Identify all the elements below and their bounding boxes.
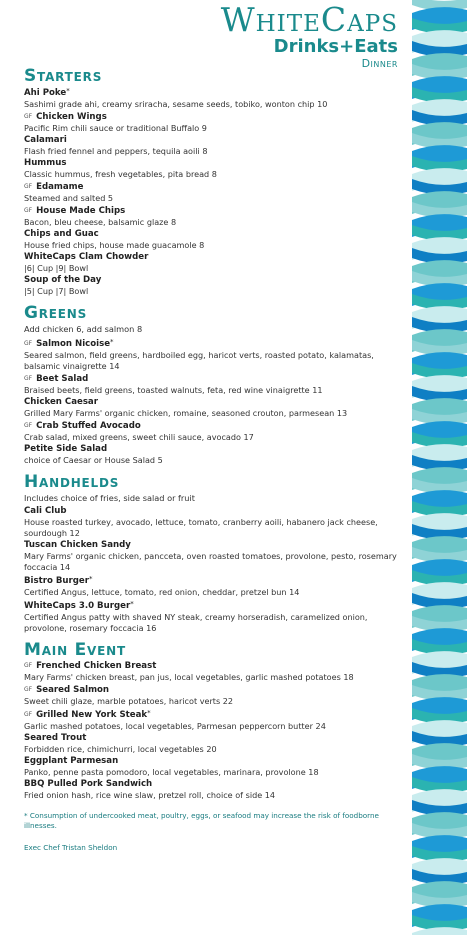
restaurant-logo: WhiteCaps — [220, 0, 398, 39]
asterisk-mark: * — [147, 709, 151, 717]
menu-item — [24, 337, 400, 372]
menu-item-name: Grilled New York Steak — [36, 710, 148, 720]
chef-credit: Exec Chef Tristan Sheldon — [24, 843, 118, 852]
menu-item-description: Mary Farms' organic chicken, pancceta, oven roasted tomatoes, provolone, pesto, rosemary foccacia 14 — [24, 551, 397, 572]
menu-item — [24, 135, 400, 157]
menu-item-description: Classic hummus, fresh vegetables, pita bread 8 — [24, 169, 217, 179]
menu-item-name: House Made Chips — [36, 206, 126, 216]
menu-item — [24, 574, 400, 598]
menu-item — [24, 229, 400, 251]
menu-item-title — [24, 660, 400, 672]
menu-section — [24, 640, 400, 801]
menu-item-title — [24, 275, 400, 286]
disclaimer-note: * Consumption of undercooked meat, poultry, eggs, or seafood may increase the risk of foodborne illnesses. — [24, 811, 379, 830]
menu-item-description: Crab salad, mixed greens, sweet chili sauce, avocado 17 — [24, 432, 254, 442]
menu-item-name: Tuscan Chicken Sandy — [24, 540, 131, 550]
menu-item — [24, 158, 400, 180]
menu-item — [24, 733, 400, 755]
menu-item-title — [24, 205, 400, 217]
menu-item — [24, 708, 400, 732]
menu-item — [24, 540, 400, 573]
menu-item-name: Salmon Nicoise — [36, 339, 111, 349]
menu-item-name: Hummus — [24, 158, 67, 168]
menu-item — [24, 444, 400, 466]
menu-item-title — [24, 599, 400, 612]
menu-item-description: Mary Farms' chicken breast, pan jus, local vegetables, garlic mashed potatoes 18 — [24, 672, 354, 682]
menu-item-name: Beet Salad — [36, 374, 89, 384]
wave-pattern-border — [412, 0, 467, 935]
menu-item-description: Bacon, bleu cheese, balsamic glaze 8 — [24, 217, 177, 227]
menu-item-description: |5| Cup |7| Bowl — [24, 286, 89, 296]
gluten-free-mark: GF — [24, 686, 33, 693]
menu-item-name: BBQ Pulled Pork Sandwich — [24, 779, 153, 789]
brand-header — [221, 2, 398, 70]
menu-item-description: Garlic mashed potatoes, local vegetables, Parmesan peppercorn butter 24 — [24, 721, 326, 731]
gluten-free-mark: GF — [24, 662, 33, 669]
menu-item-name: WhiteCaps 3.0 Burger — [24, 601, 131, 611]
menu-item-title — [24, 684, 400, 696]
section-note: Add chicken 6, add salmon 8 — [24, 324, 143, 334]
asterisk-mark: * — [66, 87, 70, 95]
menu-item-name: Chips and Guac — [24, 229, 99, 239]
menu-item-description: Sweet chili glaze, marble potatoes, haricot verts 22 — [24, 696, 234, 706]
menu-item-name: Soup of the Day — [24, 275, 102, 285]
menu-item — [24, 660, 400, 683]
menu-item-name: Eggplant Parmesan — [24, 756, 119, 766]
menu-item-title — [24, 756, 400, 767]
menu-item-title — [24, 708, 400, 721]
menu-item-name: Frenched Chicken Breast — [36, 661, 157, 671]
section-title: Starters — [24, 66, 103, 86]
menu-item — [24, 86, 400, 110]
menu-item-title — [24, 397, 400, 408]
menu-item — [24, 420, 400, 443]
menu-content — [24, 66, 400, 853]
menu-item-name: Chicken Wings — [36, 112, 107, 122]
menu-item-description: Certified Angus, lettuce, tomato, red onion, cheddar, pretzel bun 14 — [24, 587, 300, 597]
menu-item — [24, 205, 400, 228]
gluten-free-mark: GF — [24, 207, 33, 214]
menu-item-description: Braised beets, field greens, toasted walnuts, feta, red wine vinaigrette 11 — [24, 385, 323, 395]
asterisk-mark: * — [130, 600, 134, 608]
gluten-free-mark: GF — [24, 375, 33, 382]
menu-item-title — [24, 158, 400, 169]
menu-item-description: Certified Angus patty with shaved NY steak, creamy horseradish, caramelized onion, provolone, rosemary foccacia 16 — [24, 612, 368, 633]
menu-item-name: Seared Trout — [24, 733, 87, 743]
gluten-free-mark: GF — [24, 422, 33, 429]
menu-item-title — [24, 181, 400, 193]
menu-item-title — [24, 779, 400, 790]
section-note: Includes choice of fries, side salad or fruit — [24, 493, 195, 503]
menu-item — [24, 506, 400, 539]
menu-item-title — [24, 111, 400, 123]
asterisk-mark: * — [88, 575, 93, 583]
menu-item — [24, 397, 400, 419]
menu-item-name: Cali Club — [24, 506, 67, 516]
menu-item — [24, 181, 400, 204]
menu-item-description: House roasted turkey, avocado, lettuce, tomato, cranberry aoili, habanero jack cheese, sourdough 12 — [24, 517, 378, 538]
gluten-free-mark: GF — [24, 113, 33, 120]
gluten-free-mark: GF — [24, 340, 33, 347]
menu-section — [24, 66, 400, 297]
menu-item-title — [24, 135, 400, 146]
menu-item-description: Fried onion hash, rice wine slaw, pretzel roll, choice of side 14 — [24, 790, 276, 800]
wave-pattern-graphic — [412, 0, 467, 935]
gluten-free-mark: GF — [24, 183, 33, 190]
menu-item — [24, 756, 400, 778]
menu-item-title — [24, 574, 400, 587]
menu-item-title — [24, 540, 400, 551]
menu-item-name: Crab Stuffed Avocado — [36, 421, 141, 431]
section-title: Handhelds — [24, 472, 120, 492]
menu-item — [24, 275, 400, 297]
menu-item — [24, 599, 400, 634]
menu-item-description: Grilled Mary Farms' organic chicken, romaine, seasoned crouton, parmesean 13 — [24, 408, 348, 418]
menu-item-name: WhiteCaps Clam Chowder — [24, 252, 149, 262]
section-title: Main Event — [24, 640, 126, 660]
menu-item-description: Panko, penne pasta pomodoro, local vegetables, marinara, provolone 18 — [24, 767, 319, 777]
meal-label: Dinner — [361, 57, 398, 70]
menu-item-description: Steamed and salted 5 — [24, 193, 114, 203]
menu-item-title — [24, 252, 400, 263]
menu-item-description: |6| Cup |9| Bowl — [24, 263, 89, 273]
menu-item-title — [24, 420, 400, 432]
menu-item-name: Ahi Poke — [24, 88, 67, 98]
menu-item-description: Forbidden rice, chimichurri, local vegetables 20 — [24, 744, 217, 754]
menu-item — [24, 111, 400, 134]
asterisk-mark: * — [110, 338, 114, 346]
menu-item-description: Seared salmon, field greens, hardboiled egg, haricot verts, roasted potato, kalamatas, balsamic vinaigrette 14 — [24, 350, 374, 371]
menu-item-description: House fried chips, house made guacamole 8 — [24, 240, 205, 250]
menu-item-title — [24, 733, 400, 744]
menu-item-description: Pacific Rim chili sauce or traditional Buffalo 9 — [24, 123, 207, 133]
menu-item-name: Calamari — [24, 135, 67, 145]
gluten-free-mark: GF — [24, 711, 33, 718]
menu-item-title — [24, 373, 400, 385]
menu-item-name: Edamame — [36, 182, 84, 192]
menu-item-name: Seared Salmon — [36, 685, 110, 695]
menu-item-title — [24, 337, 400, 350]
menu-item-description: choice of Caesar or House Salad 5 — [24, 455, 163, 465]
section-title: Greens — [24, 303, 88, 323]
menu-item-name: Petite Side Salad — [24, 444, 108, 454]
menu-item — [24, 373, 400, 396]
menu-section — [24, 303, 400, 466]
menu-section — [24, 472, 400, 634]
menu-item-title — [24, 506, 400, 517]
menu-item-title — [24, 229, 400, 240]
menu-item — [24, 252, 400, 274]
menu-item-description: Flash fried fennel and peppers, tequila aoili 8 — [24, 146, 208, 156]
menu-item-name: Bistro Burger — [24, 576, 89, 586]
menu-item — [24, 684, 400, 707]
menu-item-name: Chicken Caesar — [24, 397, 98, 407]
menu-item-title — [24, 86, 400, 99]
menu-item-description: Sashimi grade ahi, creamy sriracha, sesame seeds, tobiko, wonton chip 10 — [24, 99, 328, 109]
menu-item-title — [24, 444, 400, 455]
restaurant-tagline: Drinks+Eats — [273, 36, 398, 57]
menu-item — [24, 779, 400, 801]
